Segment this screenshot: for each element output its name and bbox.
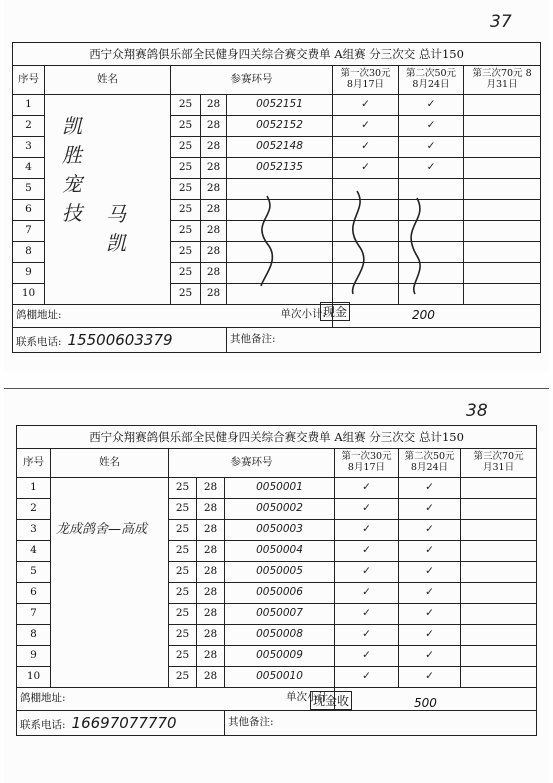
cash-stamp: 现金 — [320, 302, 350, 321]
payment-2-check: ✓ — [399, 116, 464, 137]
payment-1-check: ✓ — [335, 541, 399, 562]
ring-prefix-year: 25 — [169, 541, 197, 562]
payment-2-check: ✓ — [399, 137, 464, 158]
ring-prefix-region: 28 — [201, 263, 227, 284]
payment-3-check — [464, 242, 541, 263]
header-payment-2-date: 8月24日 — [412, 79, 450, 90]
ring-prefix-region: 28 — [197, 541, 225, 562]
ring-prefix-year: 25 — [169, 562, 197, 583]
row-number: 5 — [17, 562, 51, 583]
ring-prefix-region: 28 — [201, 242, 227, 263]
payment-3-check — [461, 499, 537, 520]
row-number: 6 — [17, 583, 51, 604]
ring-prefix-year: 25 — [169, 625, 197, 646]
payment-2-check: ✓ — [399, 95, 464, 116]
payment-1-check: ✓ — [333, 158, 399, 179]
ring-prefix-year: 25 — [171, 116, 201, 137]
phone-cell — [17, 711, 225, 736]
ring-prefix-year: 25 — [169, 478, 197, 499]
ring-prefix-region: 28 — [197, 604, 225, 625]
page-number: 38 — [466, 401, 488, 421]
row-number: 10 — [13, 284, 45, 305]
payment-3-check — [461, 520, 537, 541]
ring-prefix-region: 28 — [197, 667, 225, 688]
header-payment-1 — [335, 449, 399, 478]
payment-2-check: ✓ — [399, 541, 461, 562]
header-payment-1-label: 第一次30元 — [341, 451, 392, 463]
payment-2-check: ✓ — [399, 562, 461, 583]
payment-3-check — [464, 221, 541, 242]
ring-prefix-region: 28 — [197, 520, 225, 541]
ring-number: 0052135 — [227, 158, 333, 179]
header-payment-3-date: 月31日 — [486, 79, 518, 90]
header-name: 姓名 — [45, 66, 171, 95]
row-number: 7 — [13, 221, 45, 242]
header-payment-2 — [399, 449, 461, 478]
row-number: 2 — [13, 116, 45, 137]
remarks-label: 其他备注: — [227, 328, 541, 353]
ring-number: 0052151 — [227, 95, 333, 116]
payment-1-check: ✓ — [335, 625, 399, 646]
header-payment-2-label: 第二次50元 — [404, 451, 455, 463]
ring-number: 0050009 — [225, 646, 335, 667]
ring-number: 0052148 — [227, 137, 333, 158]
ring-number: 0050003 — [225, 520, 335, 541]
ring-prefix-region: 28 — [197, 499, 225, 520]
form-title: 西宁众翔赛鸽俱乐部全民健身四关综合赛交费单 A组赛 分三次交 总计150 — [13, 43, 541, 66]
remarks-label: 其他备注: — [225, 711, 537, 736]
payment-1-check: ✓ — [335, 646, 399, 667]
ring-prefix-region: 28 — [201, 221, 227, 242]
payment-2-check: ✓ — [399, 478, 461, 499]
payment-3-check — [464, 284, 541, 305]
ring-prefix-year: 25 — [169, 667, 197, 688]
payment-1-check: ✓ — [333, 116, 399, 137]
header-payment-1-label: 第一次30元 — [340, 68, 391, 80]
header-payment-1-date: 8月17日 — [346, 79, 385, 90]
payment-3-check — [464, 158, 541, 179]
ring-number: 0050010 — [225, 667, 335, 688]
payment-3-check — [464, 137, 541, 158]
ring-prefix-year: 25 — [171, 158, 201, 179]
payment-3-check — [464, 116, 541, 137]
ring-number: 0050002 — [225, 499, 335, 520]
row-number: 9 — [13, 263, 45, 284]
loft-address-label: 鸽棚地址: 单次小计 — [17, 688, 335, 711]
payment-3-check — [461, 625, 537, 646]
ring-number: 0050004 — [225, 541, 335, 562]
ring-prefix-year: 25 — [171, 263, 201, 284]
ring-prefix-region: 28 — [197, 625, 225, 646]
subtotal-amount: 200 — [412, 308, 435, 322]
row-number: 4 — [13, 158, 45, 179]
row-number: 1 — [17, 478, 51, 499]
ring-prefix-year: 25 — [169, 520, 197, 541]
ring-prefix-year: 25 — [171, 221, 201, 242]
ring-number: 0050006 — [225, 583, 335, 604]
payment-3-check — [464, 200, 541, 221]
payment-2-check: ✓ — [399, 625, 461, 646]
ring-prefix-region: 28 — [197, 562, 225, 583]
phone-cell — [13, 328, 227, 353]
ring-prefix-year: 25 — [171, 200, 201, 221]
payment-1-check: ✓ — [333, 137, 399, 158]
payment-1-check: ✓ — [335, 604, 399, 625]
payment-2-check: ✓ — [399, 499, 461, 520]
payment-3-check — [461, 604, 537, 625]
header-payment-3-date: 月31日 — [483, 462, 515, 473]
phone-value: 15500603379 — [67, 330, 173, 349]
row-number: 10 — [17, 667, 51, 688]
row-number: 8 — [17, 625, 51, 646]
payment-2-check: ✓ — [399, 583, 461, 604]
subtotal-label: 单次小计: — [280, 308, 326, 320]
payment-2-check: ✓ — [399, 667, 461, 688]
row-number: 5 — [13, 179, 45, 200]
payment-1-check: ✓ — [335, 583, 399, 604]
subtotal-cell — [333, 305, 541, 328]
ring-prefix-region: 28 — [201, 200, 227, 221]
phone-value: 16697077770 — [71, 713, 177, 732]
payment-3-check — [464, 95, 541, 116]
page-number: 37 — [490, 12, 512, 32]
payment-1-check: ✓ — [333, 95, 399, 116]
cash-stamp: 现金收 — [310, 691, 352, 710]
handwritten-scribble — [249, 186, 439, 296]
ring-number: 0050005 — [225, 562, 335, 583]
ring-number: 0052152 — [227, 116, 333, 137]
header-ring: 参赛环号 — [171, 66, 333, 95]
form-title: 西宁众翔赛鸽俱乐部全民健身四关综合赛交费单 A组赛 分三次交 总计150 — [17, 426, 537, 449]
header-payment-3-label: 第三次70元 8 — [472, 68, 532, 80]
table-row — [17, 478, 537, 499]
row-number: 2 — [17, 499, 51, 520]
row-number: 8 — [13, 242, 45, 263]
ring-prefix-year: 25 — [171, 137, 201, 158]
phone-label: 联系电话: — [20, 718, 66, 731]
ring-prefix-region: 28 — [201, 158, 227, 179]
header-payment-1-date: 8月17日 — [347, 462, 386, 473]
header-seq: 序号 — [13, 66, 45, 95]
header-payment-2 — [399, 66, 464, 95]
applicant-name-handwritten: 凯 胜 宠 技 — [62, 114, 82, 225]
header-payment-3-label: 第三次70元 — [473, 451, 524, 463]
row-number: 3 — [17, 520, 51, 541]
ring-prefix-year: 25 — [169, 583, 197, 604]
header-name: 姓名 — [51, 449, 169, 478]
payment-1-check: ✓ — [335, 562, 399, 583]
ring-prefix-region: 28 — [201, 179, 227, 200]
ring-prefix-region: 28 — [201, 137, 227, 158]
ring-prefix-region: 28 — [197, 478, 225, 499]
header-payment-3 — [461, 449, 537, 478]
payment-1-check: ✓ — [335, 478, 399, 499]
header-payment-2-label: 第二次50元 — [405, 68, 457, 80]
ring-prefix-year: 25 — [169, 499, 197, 520]
ring-prefix-region: 28 — [201, 116, 227, 137]
ring-prefix-year: 25 — [171, 179, 201, 200]
applicant-name-handwritten: 龙成鸽舍—高成 — [56, 522, 148, 537]
subtotal-label: 单次小计 — [286, 691, 328, 703]
row-number: 4 — [17, 541, 51, 562]
payment-2-check: ✓ — [399, 520, 461, 541]
payment-1-check: ✓ — [335, 667, 399, 688]
payment-2-check: ✓ — [399, 604, 461, 625]
payment-2-check: ✓ — [399, 646, 461, 667]
header-payment-1 — [333, 66, 399, 95]
fee-form-table — [16, 425, 537, 736]
ring-prefix-year: 25 — [171, 284, 201, 305]
ring-prefix-region: 28 — [197, 646, 225, 667]
row-number: 9 — [17, 646, 51, 667]
ring-prefix-year: 25 — [171, 242, 201, 263]
payment-1-check: ✓ — [335, 499, 399, 520]
row-number: 7 — [17, 604, 51, 625]
payment-3-check — [461, 562, 537, 583]
ring-prefix-year: 25 — [171, 95, 201, 116]
phone-label: 联系电话: — [16, 335, 62, 348]
ring-number: 0050007 — [225, 604, 335, 625]
name-cell — [51, 478, 169, 688]
ring-number: 0050008 — [225, 625, 335, 646]
payment-3-check — [464, 263, 541, 284]
payment-3-check — [461, 583, 537, 604]
payment-1-check: ✓ — [335, 520, 399, 541]
loft-address-label: 鸽棚地址: 单次小计: — [13, 305, 333, 328]
fee-form-sheet-37 — [4, 0, 549, 372]
payment-3-check — [461, 478, 537, 499]
ring-prefix-year: 25 — [169, 604, 197, 625]
ring-prefix-region: 28 — [201, 95, 227, 116]
applicant-name-extra: 马 凯 — [106, 202, 126, 255]
payment-2-check: ✓ — [399, 158, 464, 179]
fee-form-sheet-38 — [4, 388, 549, 783]
payment-3-check — [461, 646, 537, 667]
header-payment-2-date: 8月24日 — [410, 462, 449, 473]
header-payment-3 — [464, 66, 541, 95]
subtotal-amount: 500 — [414, 696, 437, 710]
payment-3-check — [461, 541, 537, 562]
header-ring: 参赛环号 — [169, 449, 335, 478]
ring-prefix-region: 28 — [197, 583, 225, 604]
payment-3-check — [464, 179, 541, 200]
ring-prefix-region: 28 — [201, 284, 227, 305]
row-number: 3 — [13, 137, 45, 158]
header-seq: 序号 — [17, 449, 51, 478]
payment-3-check — [461, 667, 537, 688]
row-number: 6 — [13, 200, 45, 221]
ring-number: 0050001 — [225, 478, 335, 499]
row-number: 1 — [13, 95, 45, 116]
ring-prefix-year: 25 — [169, 646, 197, 667]
